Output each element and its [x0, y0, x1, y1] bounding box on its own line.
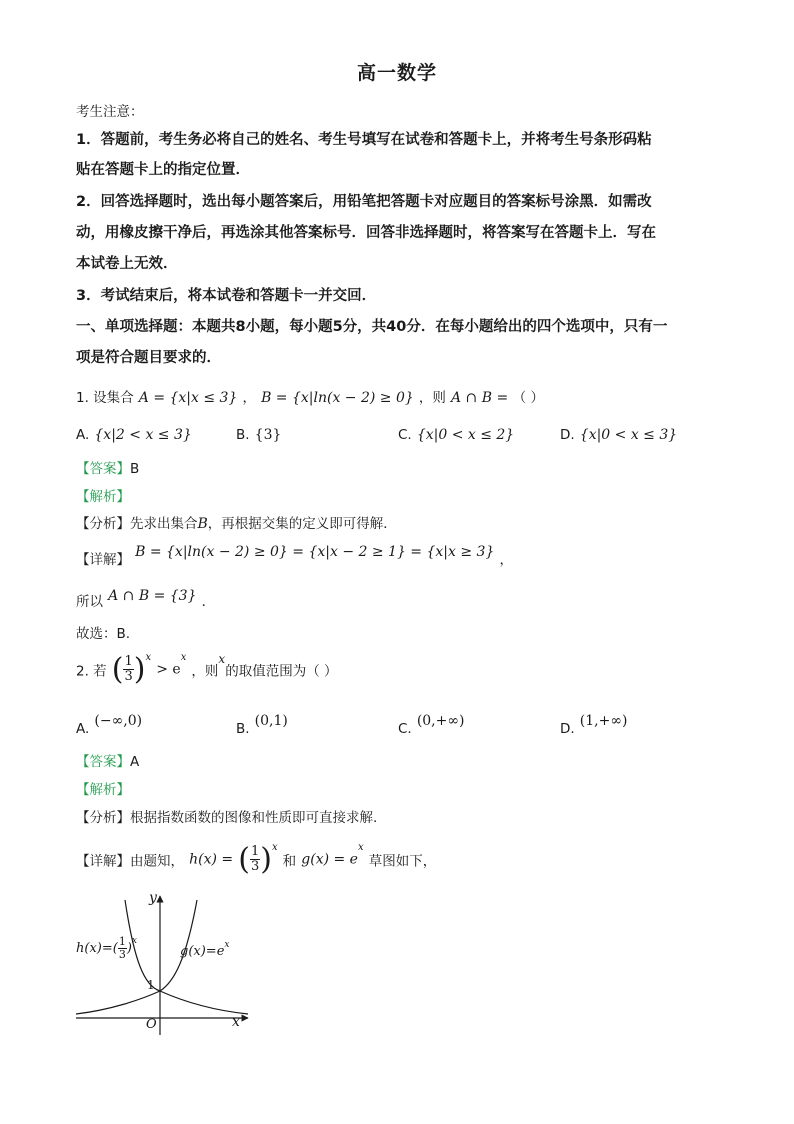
fraction — [123, 655, 133, 684]
g-label: g(x)=e — [180, 944, 225, 959]
intersection-expr: A ∩ B = — [451, 390, 513, 406]
variable: x — [218, 652, 226, 666]
set-a: A = {x|x ≤ 3} — [138, 390, 238, 406]
y-axis-label: y — [149, 890, 157, 906]
fenxi-text: 根据指数函数的图像和性质即可直接求解. — [130, 810, 378, 826]
fraction-num: 1 — [124, 654, 133, 669]
option-d — [560, 713, 628, 737]
answer-line — [76, 457, 139, 477]
option-value: (0,+∞) — [416, 713, 465, 729]
fraction-den: 3 — [124, 669, 133, 684]
suoyi-end: ． — [201, 594, 216, 610]
option-a — [76, 713, 143, 737]
option-a — [76, 424, 192, 443]
guxuan-line: 故选：B. — [76, 626, 131, 642]
fraction-den: 3 — [250, 859, 260, 874]
right-paren: ) — [133, 652, 146, 687]
question-number: 1. 设集合 — [76, 390, 134, 406]
fraction-den: 3 — [118, 948, 126, 961]
intercept-label: 1 — [147, 978, 155, 992]
notice-line: 3．考试结束后，将本试卷和答题卡一并交回． — [76, 288, 377, 304]
question-ask: ，则 — [418, 390, 446, 406]
exponent: x — [145, 652, 152, 663]
fenxi-text: ，再根据交集的定义即可得解． — [207, 516, 397, 532]
h-function: h(x) = — [189, 851, 234, 868]
separator: ， — [242, 390, 256, 406]
option-label: D. — [560, 427, 575, 443]
g-function: g(x) = e — [301, 851, 358, 868]
exponent: x — [357, 842, 364, 853]
xiangjie-expr: B = {x|ln(x − 2) ≥ 0} = {x|x − 2 ≥ 1} = {x|x ≥ 3} — [135, 544, 495, 560]
exponent: x — [180, 652, 187, 663]
exponent: x — [131, 936, 137, 946]
fenxi-var: B — [197, 516, 208, 532]
notice-heading: 考生注意： — [76, 104, 144, 120]
option-value: {x|2 < x ≤ 3} — [94, 427, 192, 443]
notice-line: 1．答题前，考生务必将自己的姓名、考生号填写在试卷和答题卡上，并将考生号条形码粘 — [76, 132, 652, 148]
option-value: {3} — [254, 427, 282, 443]
answer-value: A — [130, 754, 140, 770]
conjunction: 和 — [282, 853, 297, 870]
fenxi-line — [76, 806, 377, 826]
fenxi-label: 【分析】 — [76, 810, 130, 826]
left-paren: ( — [238, 842, 250, 877]
option-c — [398, 424, 514, 443]
answer-value: B — [130, 461, 140, 477]
jiexi-label: 【解析】 — [76, 489, 130, 505]
xiangjie-label: 【详解】 — [76, 552, 130, 568]
left-paren: ( — [111, 652, 124, 687]
h-label-right: ) — [126, 941, 132, 956]
notice-line: 本试卷上无效． — [76, 256, 178, 272]
jiexi-tag — [76, 778, 130, 798]
option-d — [560, 424, 677, 443]
suoyi-expr: A ∩ B = {3} — [108, 588, 197, 604]
option-value: (1,+∞) — [579, 713, 628, 729]
origin-label: O — [146, 1017, 157, 1032]
fenxi-line — [76, 512, 397, 532]
option-label: B. — [236, 427, 250, 443]
notice-line: 动，用橡皮擦干净后，再选涂其他答案标号．回答非选择题时，将答案写在答题卡上．写在 — [76, 225, 656, 241]
x-axis-label: x — [232, 1014, 240, 1030]
set-b: B = {x|ln(x − 2) ≥ 0} — [261, 390, 414, 406]
fenxi-text: 先求出集合 — [130, 516, 198, 532]
exponent: x — [224, 940, 230, 950]
answer-tag: 【答案】 — [76, 461, 130, 477]
xiangjie-line — [76, 842, 436, 877]
suoyi-line — [76, 590, 215, 610]
jiexi-tag — [76, 485, 130, 505]
h-label-left: h(x)=( — [76, 941, 118, 956]
option-value: (−∞,0) — [94, 713, 143, 729]
rhs: > e — [156, 661, 181, 678]
answer-line — [76, 750, 139, 770]
right-paren: ) — [260, 842, 272, 877]
section-heading: 一、单项选择题：本题共8小题，每小题5分，共40分．在每小题给出的四个选项中，只有一 — [76, 319, 668, 335]
question-1 — [76, 386, 544, 406]
xiangjie-line — [76, 544, 513, 568]
fraction — [250, 845, 260, 874]
option-c — [398, 713, 465, 737]
jiexi-label: 【解析】 — [76, 782, 130, 798]
page-title: 高一数学 — [356, 62, 437, 84]
xiangjie-text: 由题知， — [130, 853, 184, 870]
option-value: (0,1) — [254, 713, 288, 729]
question-2 — [76, 652, 338, 687]
xiangjie-end: ， — [499, 552, 513, 568]
option-label: A. — [76, 427, 90, 443]
fraction-num: 1 — [250, 844, 260, 859]
xiangjie-text: 草图如下， — [368, 853, 437, 870]
answer-paren: （ ） — [512, 390, 544, 406]
fenxi-label: 【分析】 — [76, 516, 130, 532]
suoyi-label: 所以 — [76, 594, 103, 610]
option-label: A. — [76, 721, 90, 737]
exponent: x — [271, 842, 278, 853]
option-label: B. — [236, 721, 250, 737]
answer-tag: 【答案】 — [76, 754, 130, 770]
option-label: C. — [398, 721, 412, 737]
question-ask: 的取值范围为（ ） — [225, 663, 338, 680]
notice-line: 贴在答题卡上的指定位置． — [76, 162, 250, 178]
option-b — [236, 713, 288, 737]
question-number: 2. 若 — [76, 663, 107, 680]
option-value: {x|0 < x ≤ 3} — [579, 427, 678, 443]
fraction-num: 1 — [118, 935, 126, 948]
notice-line: 2．回答选择题时，选出每小题答案后，用铅笔把答题卡对应题目的答案标号涂黑．如需改 — [76, 194, 652, 210]
h-label-fraction — [118, 936, 127, 961]
h-curve-label — [76, 936, 137, 961]
section-heading: 项是符合题目要求的． — [76, 350, 221, 366]
g-curve-label — [180, 940, 229, 959]
option-label: C. — [398, 427, 412, 443]
option-label: D. — [560, 721, 575, 737]
xiangjie-label: 【详解】 — [76, 853, 130, 870]
option-value: {x|0 < x ≤ 2} — [416, 427, 515, 443]
question-ask: ，则 — [191, 663, 219, 680]
option-b — [236, 424, 281, 443]
